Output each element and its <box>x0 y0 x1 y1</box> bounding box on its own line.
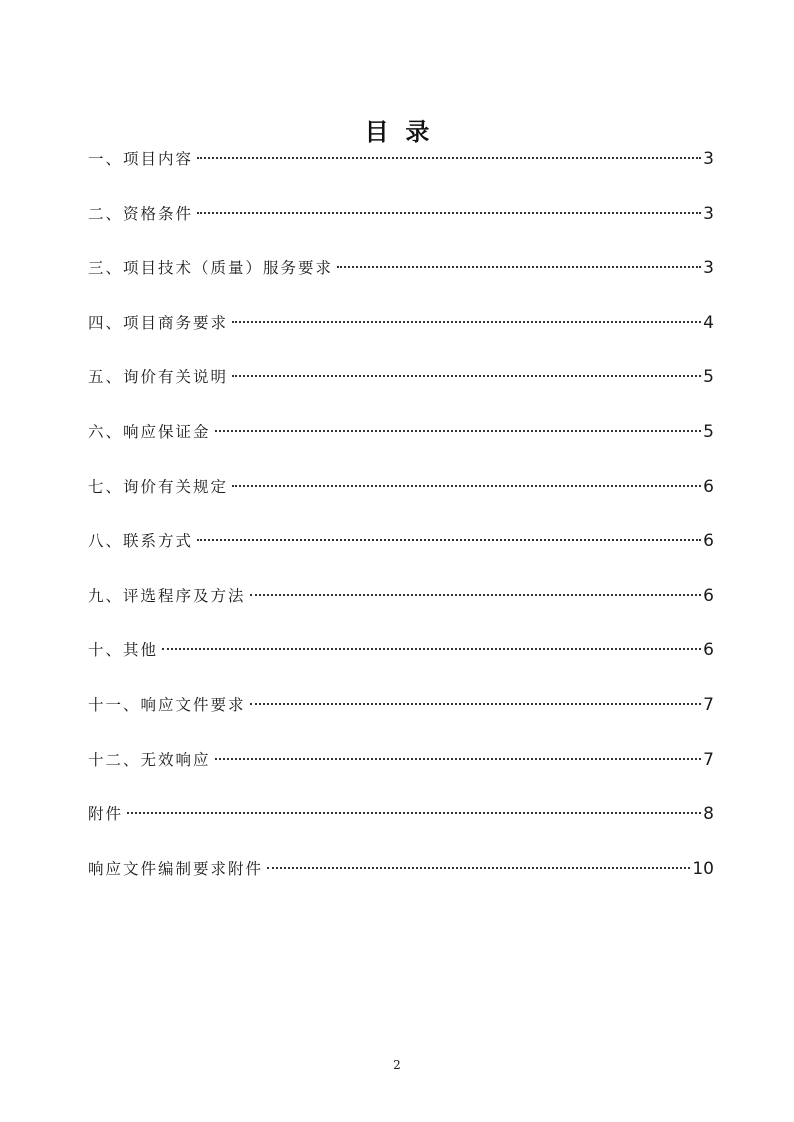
toc-entry[interactable] <box>88 200 714 255</box>
toc-entry-page: 3 <box>703 203 714 224</box>
toc-list <box>88 145 714 909</box>
toc-entry[interactable] <box>88 855 714 910</box>
toc-entry[interactable] <box>88 363 714 418</box>
toc-entry[interactable] <box>88 582 714 637</box>
toc-entry[interactable] <box>88 800 714 855</box>
page-number: 2 <box>393 1058 401 1072</box>
toc-dot-leader <box>250 703 702 705</box>
toc-entry-label: 响应文件编制要求附件 <box>88 859 264 878</box>
toc-entry-label: 五、询价有关说明 <box>88 368 229 387</box>
toc-entry-label: 八、联系方式 <box>88 532 194 551</box>
toc-entry-label: 二、资格条件 <box>88 204 194 223</box>
toc-dot-leader <box>197 157 701 159</box>
toc-entry-page: 6 <box>703 585 714 606</box>
toc-entry-label: 九、评选程序及方法 <box>88 586 246 605</box>
toc-entry-label: 三、项目技术（质量）服务要求 <box>88 259 334 278</box>
toc-entry[interactable] <box>88 746 714 801</box>
toc-entry-label: 十二、无效响应 <box>88 750 211 769</box>
toc-entry[interactable] <box>88 418 714 473</box>
toc-entry-page: 6 <box>703 640 714 661</box>
toc-entry[interactable] <box>88 309 714 364</box>
toc-entry-page: 10 <box>692 858 714 879</box>
toc-title: 目 录 <box>364 118 430 146</box>
toc-entry-label: 四、项目商务要求 <box>88 313 229 332</box>
toc-entry-label: 一、项目内容 <box>88 150 194 168</box>
toc-dot-leader <box>267 867 690 869</box>
toc-dot-leader <box>197 212 701 214</box>
toc-dot-leader <box>337 266 701 268</box>
toc-entry-label: 十一、响应文件要求 <box>88 695 246 714</box>
toc-entry-page: 5 <box>703 421 714 442</box>
toc-dot-leader <box>232 321 701 323</box>
toc-entry[interactable] <box>88 254 714 309</box>
toc-entry-label: 十、其他 <box>88 641 159 660</box>
toc-entry-page: 6 <box>703 476 714 497</box>
toc-dot-leader <box>232 375 701 377</box>
toc-dot-leader <box>250 594 702 596</box>
toc-entry-page: 6 <box>703 531 714 552</box>
toc-dot-leader <box>232 485 701 487</box>
toc-entry-page: 8 <box>703 804 714 825</box>
toc-entry[interactable] <box>88 691 714 746</box>
toc-dot-leader <box>215 758 702 760</box>
toc-dot-leader <box>127 812 701 814</box>
toc-entry-page: 5 <box>703 367 714 388</box>
toc-dot-leader <box>197 539 701 541</box>
toc-entry-page: 7 <box>703 694 714 715</box>
toc-entry-page: 3 <box>703 258 714 279</box>
toc-entry-label: 六、响应保证金 <box>88 422 211 441</box>
toc-entry-label: 七、询价有关规定 <box>88 477 229 496</box>
toc-entry-page: 7 <box>703 749 714 770</box>
toc-entry-page: 3 <box>703 149 714 169</box>
toc-dot-leader <box>162 648 701 650</box>
toc-entry[interactable] <box>88 527 714 582</box>
toc-entry[interactable] <box>88 473 714 528</box>
toc-dot-leader <box>215 430 702 432</box>
toc-entry-page: 4 <box>703 312 714 333</box>
toc-entry-label: 附件 <box>88 805 124 824</box>
toc-entry[interactable] <box>88 636 714 691</box>
toc-entry[interactable] <box>88 145 714 200</box>
